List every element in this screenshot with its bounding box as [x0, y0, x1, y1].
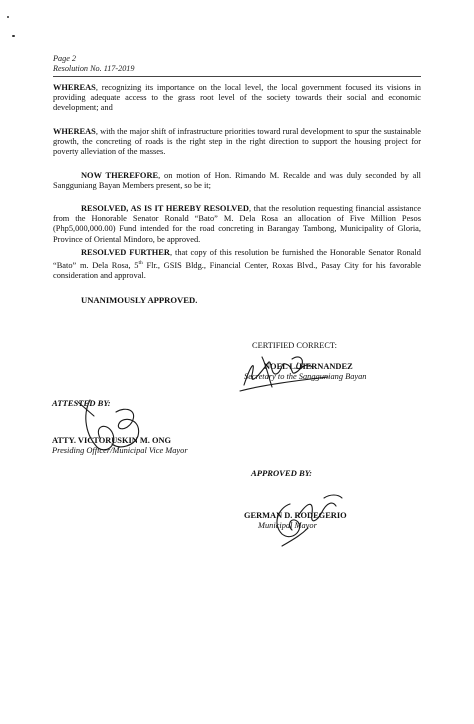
paragraph-lead: WHEREAS — [53, 83, 96, 92]
scan-mark — [7, 16, 9, 18]
resolved-paragraph — [53, 204, 421, 245]
mayor-block — [244, 511, 347, 531]
resolved-further-paragraph — [53, 248, 421, 281]
paragraph-text: , with the major shift of infrastructure priorities toward rural development to spur the sustainable growth, the concreting of roads is the right step in the right direction to support the housing project for poverty alleviation of the masses. — [53, 127, 421, 157]
secretary-name: NOEL L. HERNANDEZ — [264, 362, 353, 371]
mayor-name: GERMAN D. RODEGERIO — [244, 511, 347, 520]
scan-mark — [12, 35, 15, 37]
page-number: Page 2 — [53, 54, 76, 63]
vice-mayor-block — [52, 436, 188, 456]
paragraph-text: , that the resolution requesting financial assistance from the Honorable Senator Ronald “Bato” M. Dela Rosa an allocation of Five Million Pesos (Php5,000,000.00) Fund intended for the road concreting in Barangay Tambong, Municipality of Gloria, Province of Oriental Mindoro, be approved. — [53, 204, 421, 244]
paragraph-text: Flr., GSIS Bldg., Financial Center, Roxas Blvd., Pasay City for his favorable consideration and approval. — [53, 261, 421, 281]
vice-mayor-name: ATTY. VICTORUSKIN M. ONG — [52, 436, 172, 445]
attested-by-label: ATTESTED BY: — [52, 398, 111, 408]
paragraph-text: , on motion of Hon. Rimando M. Recalde and was duly seconded by all Sangguniang Bayan Members present, so be it; — [53, 171, 421, 191]
vice-mayor-title: Presiding Officer/Municipal Vice Mayor — [52, 446, 188, 455]
approved-by-label: APPROVED BY: — [251, 468, 313, 478]
paragraph-lead: RESOLVED, AS IS IT HEREBY RESOLVED — [81, 204, 249, 213]
secretary-title: Secretary to the Sangguniang Bayan — [244, 372, 367, 381]
whereas-paragraph-2 — [53, 127, 421, 158]
paragraph-lead: NOW THEREFORE — [81, 171, 159, 180]
whereas-paragraph-1 — [53, 83, 421, 114]
ordinal-suffix: th — [138, 260, 143, 267]
certified-correct-label: CERTIFIED CORRECT: — [252, 341, 337, 350]
paragraph-text: , recognizing its importance on the local level, the local government focused its visions in providing adequate access to the grass root level of the society towards their social and economic development; and — [53, 83, 421, 113]
page-header — [53, 54, 135, 74]
mayor-title: Municipal Mayor — [258, 521, 317, 530]
header-rule — [53, 76, 421, 77]
paragraph-lead: RESOLVED FURTHER — [81, 248, 170, 257]
approval-statement: UNANIMOUSLY APPROVED. — [81, 295, 198, 305]
paragraph-text: , that copy of this resolution be furnished the Honorable Senator Ronald “Bato” m. Dela Rosa, 5 — [53, 248, 421, 270]
resolution-number: Resolution No. 117-2019 — [53, 64, 135, 73]
paragraph-lead: WHEREAS — [53, 127, 96, 136]
secretary-block — [244, 362, 367, 382]
now-therefore-paragraph — [53, 171, 421, 191]
